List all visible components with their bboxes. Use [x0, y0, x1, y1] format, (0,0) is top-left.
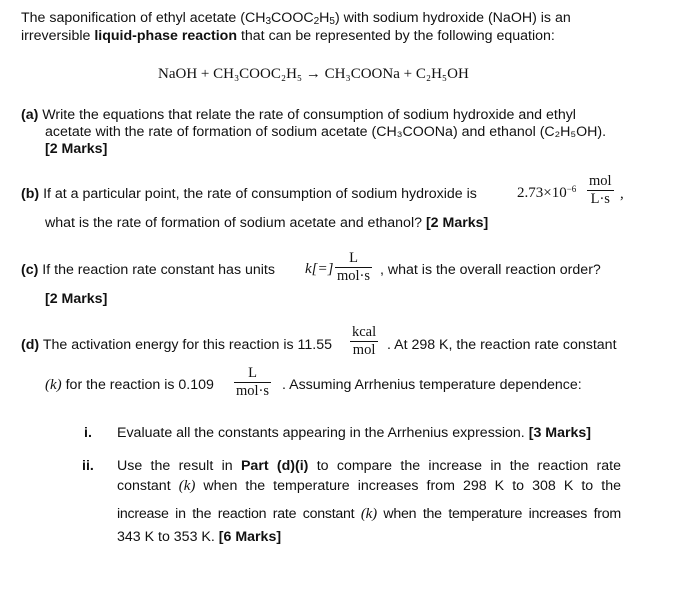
item-i-number: i. [84, 425, 92, 441]
part-a-text-1: Write the equations that relate the rate of consumption of sodium hydroxide and ethyl [42, 107, 576, 123]
part-d-ea-denominator: mol [350, 341, 378, 359]
item-ii-text-2b: when the temperature increases from 298 K to 308 K to the [203, 478, 621, 494]
part-b-unit-fraction [587, 173, 614, 208]
item-ii-text-3b: when the temperature increases from [383, 506, 621, 522]
intro-text-2b: that can be represented by the following equation: [237, 28, 555, 44]
item-ii-text-1a: Use the result in [117, 458, 233, 474]
part-b-unit-denominator: L·s [587, 190, 614, 208]
item-ii-text-1b: to compare the increase in the reaction rate [316, 458, 621, 474]
intro-text-1d: ) with sodium hydroxide (NaOH) is an [334, 10, 571, 26]
part-d-text-c: for the reaction is 0.109 [65, 377, 214, 393]
part-d-text-a: The activation energy for this reaction is 11.55 [42, 337, 332, 353]
intro-line-1 [21, 10, 571, 26]
part-d-text-d: . Assuming Arrhenius temperature dependence: [282, 377, 582, 393]
part-d-ea-unit-fraction [350, 324, 378, 359]
item-i-marks: [3 Marks] [528, 425, 592, 441]
part-b-text-1: If at a particular point, the rate of consumption of sodium hydroxide is [43, 186, 477, 202]
part-b-marks: [2 Marks] [425, 215, 489, 231]
part-c-unit-denominator: mol·s [337, 268, 371, 284]
item-ii-line-1 [117, 458, 621, 474]
part-d-line-2 [45, 377, 214, 394]
part-b-exponent: −6 [566, 184, 577, 194]
intro-sub-1: 3 [265, 16, 272, 27]
item-ii-k-symbol-2: (k) [360, 506, 377, 522]
part-d-k-numerator: L [248, 365, 257, 381]
intro-text-1c: H [319, 10, 330, 26]
part-b-unit-numerator: mol [589, 173, 612, 189]
item-ii-text-3a: increase in the reaction rate constant [117, 506, 355, 522]
item-ii-number: ii. [82, 458, 94, 474]
item-i-text: Evaluate all the constants appearing in the Arrhenius expression. [117, 425, 525, 441]
part-d-k-denominator: mol·s [236, 383, 270, 399]
intro-bold-term: liquid-phase reaction [94, 28, 238, 44]
part-a-label: (a) [21, 107, 39, 123]
part-c-label: (c) [21, 262, 39, 278]
intro-sub-2: 2 [313, 16, 320, 27]
item-ii-line-3 [117, 506, 621, 523]
part-d-k-symbol: (k) [45, 377, 62, 393]
part-d-label: (d) [21, 337, 40, 353]
part-d-k-unit-fraction [234, 365, 271, 400]
item-ii-line-4 [117, 529, 281, 545]
part-c-unit-numerator: L [349, 250, 358, 266]
item-ii-text-2a: constant [117, 478, 171, 494]
item-ii-line-2 [117, 478, 621, 495]
part-a-marks: [2 Marks] [45, 141, 108, 157]
reaction-equation: NaOH + CH₃COOC₂H₅ → CH₃COONa + C₂H₅OH [158, 66, 469, 82]
item-ii-bold-ref: Part (d)(i) [240, 458, 309, 474]
item-ii-marks: [6 Marks] [218, 529, 282, 545]
part-b-value: 2.73×10 [517, 185, 567, 201]
part-b-comma: , [620, 186, 624, 202]
part-c-text-a: If the reaction rate constant has units [42, 262, 275, 278]
part-c-line-1 [21, 262, 275, 278]
part-c-k-expression: k[=] [305, 261, 334, 277]
item-ii-k-symbol-1: (k) [178, 478, 196, 494]
intro-text-1b: COOC [271, 10, 314, 26]
part-c-unit-fraction [335, 250, 372, 285]
item-i-line-1 [117, 425, 591, 441]
item-ii-text-4: 343 K to 353 K. [117, 529, 215, 545]
part-d-ea-numerator: kcal [352, 324, 377, 340]
part-b-text-2: what is the rate of formation of sodium acetate and ethanol? [45, 215, 422, 231]
part-b-line-2 [45, 215, 488, 231]
part-b-label: (b) [21, 186, 40, 202]
part-d-line-1 [21, 337, 332, 353]
intro-text-1a: The saponification of ethyl acetate (CH [21, 10, 266, 26]
part-a-text-2: acetate with the rate of formation of sodium acetate (CH₃COONa) and ethanol (C₂H₅OH). [45, 124, 607, 140]
intro-line-2 [21, 28, 555, 44]
part-b-rate-value [517, 185, 576, 202]
intro-sub-3: 5 [329, 16, 335, 27]
part-d-text-b: . At 298 K, the reaction rate constant [387, 337, 617, 353]
part-b-line-1 [21, 186, 477, 202]
part-a-line-1 [21, 107, 576, 123]
part-c-text-b: , what is the overall reaction order? [380, 262, 601, 278]
intro-text-2a: irreversible [21, 28, 95, 44]
part-c-marks: [2 Marks] [45, 291, 108, 307]
